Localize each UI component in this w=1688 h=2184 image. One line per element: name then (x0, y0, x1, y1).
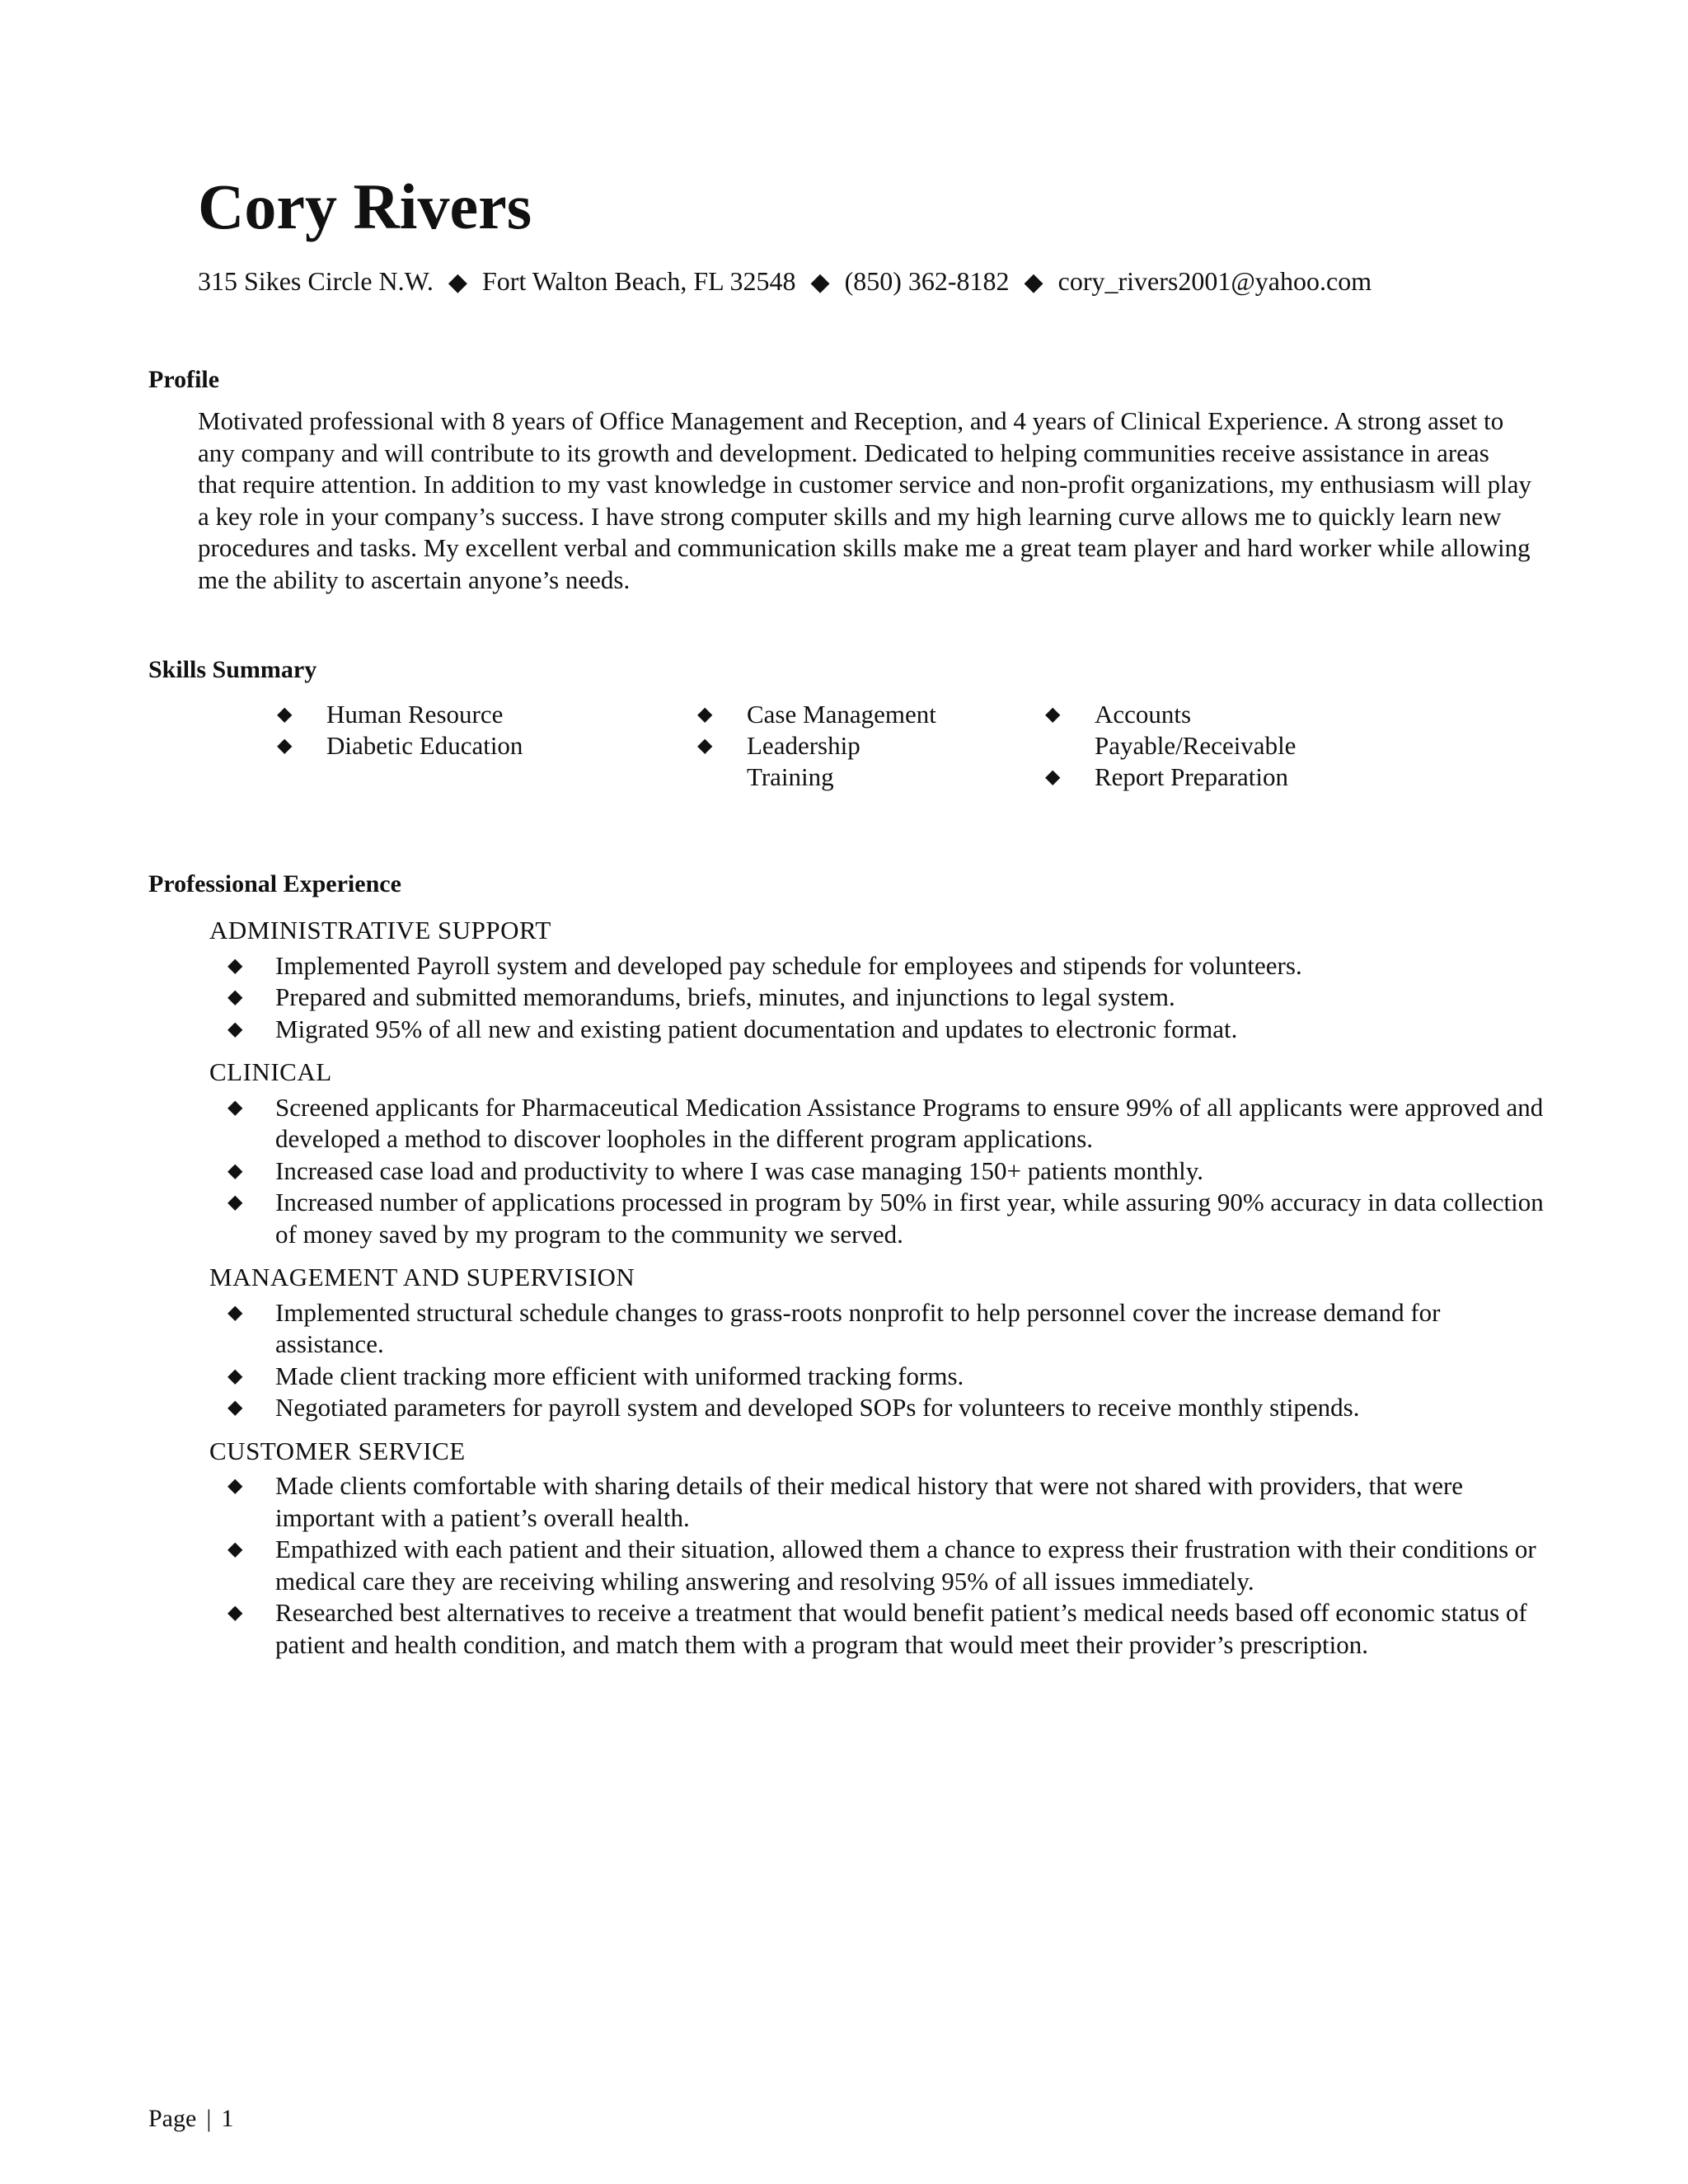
skill-item: ◆ Diabetic Education (277, 731, 523, 760)
experience-group-title: CUSTOMER SERVICE (209, 1436, 466, 1465)
experience-section (209, 915, 1545, 1672)
diamond-bullet-icon: ◆ (227, 954, 243, 977)
list-item: ◆ Screened applicants for Pharmaceutical Medication Assistance Programs to ensure 99% of all applicants were approved and developed a method to discover loopholes in the different program applications. (227, 1092, 1544, 1153)
diamond-bullet-icon: ◆ (227, 1018, 243, 1040)
skills-column-3 (1045, 699, 1358, 793)
diamond-bullet-icon: ◆ (697, 735, 713, 757)
diamond-bullet-icon: ◆ (1045, 704, 1061, 725)
experience-list (209, 950, 1545, 1046)
skill-item: ◆ Human Resource (277, 700, 504, 729)
profile-text: Motivated professional with 8 years of Office Management and Reception, and 4 years of Clinical Experience. A strong asset to any company and will contribute to its growth and development. Dedicated to helping communities receive assistance in areas that require attention. In addition to my vast knowledge in customer service and non-profit organizations, my enthusiasm will play a key role in your company’s success. I have strong computer skills and my high learning curve allows me to quickly learn new procedures and tasks. My excellent verbal and communication skills make me a great team player and hard worker while allowing me the ability to ascertain anyone’s needs. (198, 406, 1531, 594)
diamond-bullet-icon: ◆ (277, 704, 293, 725)
experience-group-management (209, 1262, 1545, 1424)
experience-group-title: ADMINISTRATIVE SUPPORT (209, 916, 551, 944)
diamond-bullet-icon: ◆ (227, 1475, 243, 1497)
skill-item: ◆ Leadership Training (697, 731, 860, 791)
diamond-bullet-icon: ◆ (1024, 269, 1043, 296)
list-item: ◆ Empathized with each patient and their situation, allowed them a chance to express their frustration with their conditions or medical care they are receiving whiling answering and resolving 95% of all issues immediately. (227, 1535, 1536, 1596)
diamond-bullet-icon: ◆ (227, 1539, 243, 1560)
contact-email: cory_rivers2001@yahoo.com (1057, 266, 1372, 296)
list-item: ◆ Migrated 95% of all new and existing patient documentation and updates to electronic format. (227, 1014, 1238, 1043)
contact-line (198, 265, 1372, 298)
page-number: 1 (221, 2105, 234, 2132)
diamond-bullet-icon: ◆ (227, 1602, 243, 1624)
skills-column-1 (277, 699, 623, 762)
diamond-bullet-icon: ◆ (277, 735, 293, 757)
diamond-bullet-icon: ◆ (227, 1397, 243, 1418)
diamond-bullet-icon: ◆ (697, 704, 713, 725)
experience-group-administrative (209, 915, 1545, 1045)
list-item: ◆ Made clients comfortable with sharing details of their medical history that were not shared with providers, that were important with a patient’s overall health. (227, 1471, 1464, 1532)
resume-name: Cory Rivers (198, 171, 532, 242)
diamond-bullet-icon: ◆ (1045, 766, 1061, 788)
list-item: ◆ Made client tracking more efficient with uniformed tracking forms. (227, 1361, 964, 1390)
list-item: ◆ Increased case load and productivity to where I was case managing 150+ patients monthly. (227, 1155, 1203, 1185)
skill-item: ◆ Accounts Payable/Receivable (1045, 700, 1296, 760)
list-item: ◆ Increased number of applications processed in program by 50% in first year, while assuring 90% accuracy in data collection of money saved by my program to the community we served. (227, 1188, 1544, 1249)
experience-group-title: MANAGEMENT AND SUPERVISION (209, 1263, 635, 1291)
list-item: ◆ Researched best alternatives to receive a treatment that would benefit patient’s medical needs based off economic status of patient and health condition, and match them with a program that would meet their provider’s prescription. (227, 1598, 1527, 1659)
profile-heading: Profile (148, 366, 220, 393)
contact-city: Fort Walton Beach, FL 32548 (481, 266, 796, 296)
skills-heading: Skills Summary (148, 656, 317, 683)
diamond-bullet-icon: ◆ (448, 269, 467, 296)
page-label: Page (148, 2105, 197, 2132)
experience-list (209, 1470, 1545, 1661)
list-item: ◆ Prepared and submitted memorandums, briefs, minutes, and injunctions to legal system. (227, 982, 1175, 1011)
experience-group-customer-service (209, 1436, 1545, 1661)
diamond-bullet-icon: ◆ (227, 1160, 243, 1182)
footer-divider: | (206, 2105, 212, 2132)
diamond-bullet-icon: ◆ (227, 987, 243, 1008)
diamond-bullet-icon: ◆ (227, 1096, 243, 1118)
skills-column-2 (697, 699, 936, 793)
experience-group-clinical (209, 1057, 1545, 1250)
diamond-bullet-icon: ◆ (810, 269, 830, 296)
experience-heading: Professional Experience (148, 870, 401, 898)
experience-list (209, 1092, 1545, 1251)
list-item: ◆ Implemented structural schedule changes to grass-roots nonprofit to help personnel cover the increase demand for assistance. (227, 1297, 1441, 1358)
list-item: ◆ Implemented Payroll system and developed pay schedule for employees and stipends for volunteers. (227, 950, 1302, 980)
diamond-bullet-icon: ◆ (227, 1192, 243, 1213)
list-item: ◆ Negotiated parameters for payroll system and developed SOPs for volunteers to receive monthly stipends. (227, 1393, 1360, 1422)
experience-group-title: CLINICAL (209, 1057, 332, 1086)
contact-address: 315 Sikes Circle N.W. (198, 266, 434, 296)
page-footer (148, 2107, 233, 2131)
experience-list (209, 1297, 1545, 1424)
diamond-bullet-icon: ◆ (227, 1365, 243, 1387)
skill-item: ◆ Case Management (697, 700, 936, 729)
contact-phone: (850) 362-8182 (844, 266, 1010, 296)
diamond-bullet-icon: ◆ (227, 1301, 243, 1324)
skill-item: ◆ Report Preparation (1045, 762, 1289, 791)
